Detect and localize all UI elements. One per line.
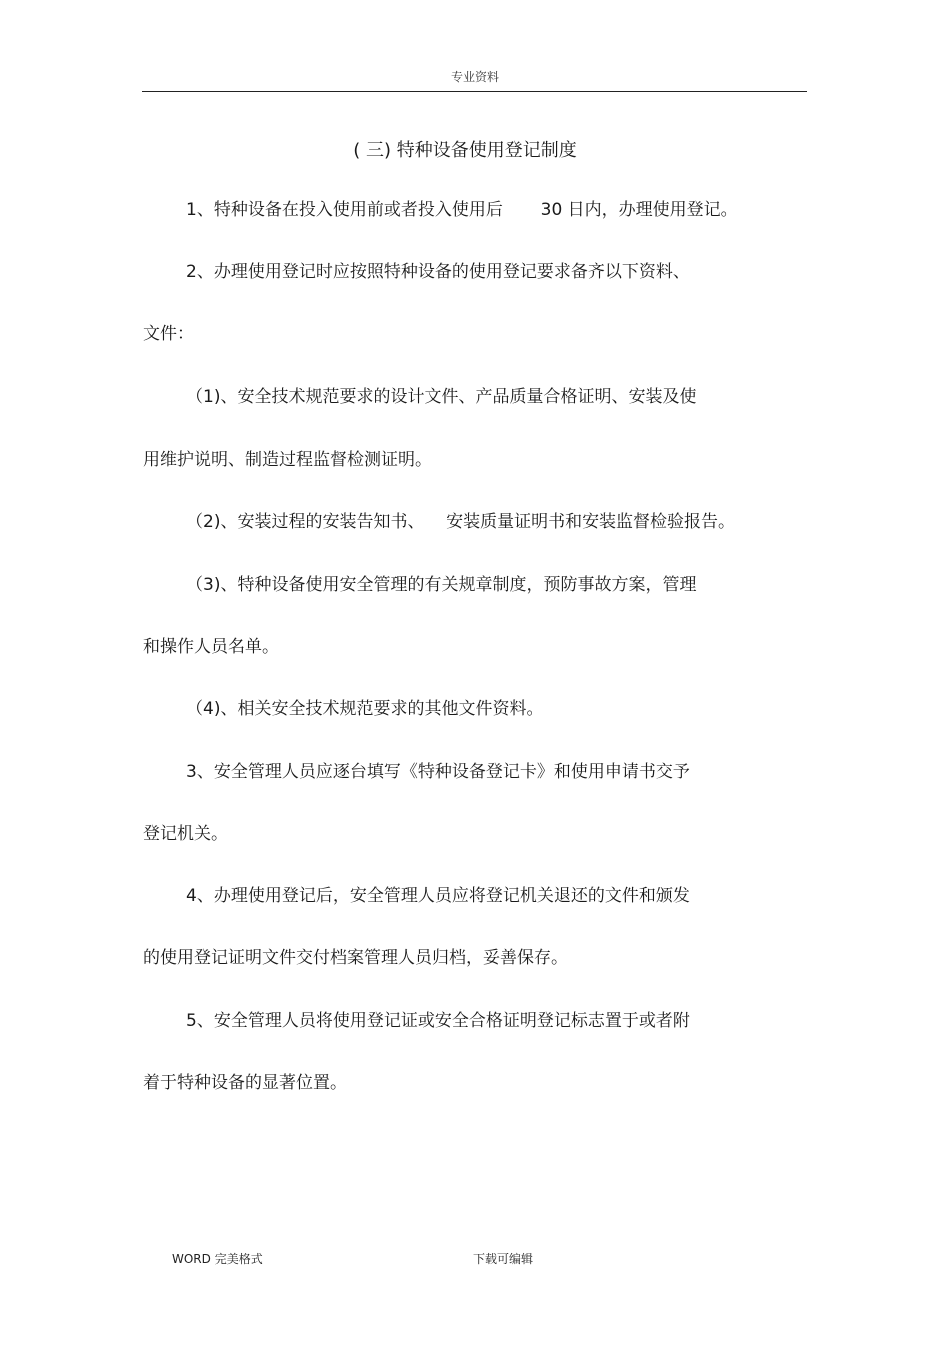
- section-title: ( 三) 特种设备使用登记制度: [353, 140, 577, 161]
- paragraph-line: （3)、特种设备使用安全管理的有关规章制度，预防事故方案，管理: [186, 575, 697, 595]
- paragraph-line: （4)、相关安全技术规范要求的其他文件资料。: [186, 699, 544, 719]
- paragraph-line: 用维护说明、制造过程监督检测证明。: [143, 450, 432, 470]
- paragraph-line: 的使用登记证明文件交付档案管理人员归档，妥善保存。: [143, 948, 568, 968]
- paragraph-line: 5、安全管理人员将使用登记证或安全合格证明登记标志置于或者附: [186, 1011, 690, 1031]
- paragraph-line: 和操作人员名单。: [143, 637, 279, 657]
- paragraph-line: 4、办理使用登记后，安全管理人员应将登记机关退还的文件和颁发: [186, 886, 690, 906]
- paragraph-line: （1)、安全技术规范要求的设计文件、产品质量合格证明、安装及使: [186, 387, 697, 407]
- paragraph-line: 登记机关。: [143, 824, 228, 844]
- paragraph-line: 着于特种设备的显著位置。: [143, 1073, 347, 1093]
- paragraph-line: 文件：: [143, 324, 194, 344]
- page-header: 专业资料: [450, 70, 499, 84]
- footer-left: WORD 完美格式: [172, 1252, 263, 1266]
- footer-right: 下载可编辑: [473, 1252, 534, 1266]
- header-divider: [142, 91, 807, 92]
- paragraph-line: 1、特种设备在投入使用前或者投入使用后 30 日内，办理使用登记。: [186, 200, 738, 220]
- paragraph-line: （2)、安装过程的安装告知书、 安装质量证明书和安装监督检验报告。: [186, 512, 736, 532]
- paragraph-line: 3、安全管理人员应逐台填写《特种设备登记卡》和使用申请书交予: [186, 762, 690, 782]
- paragraph-line: 2、办理使用登记时应按照特种设备的使用登记要求备齐以下资料、: [186, 262, 690, 282]
